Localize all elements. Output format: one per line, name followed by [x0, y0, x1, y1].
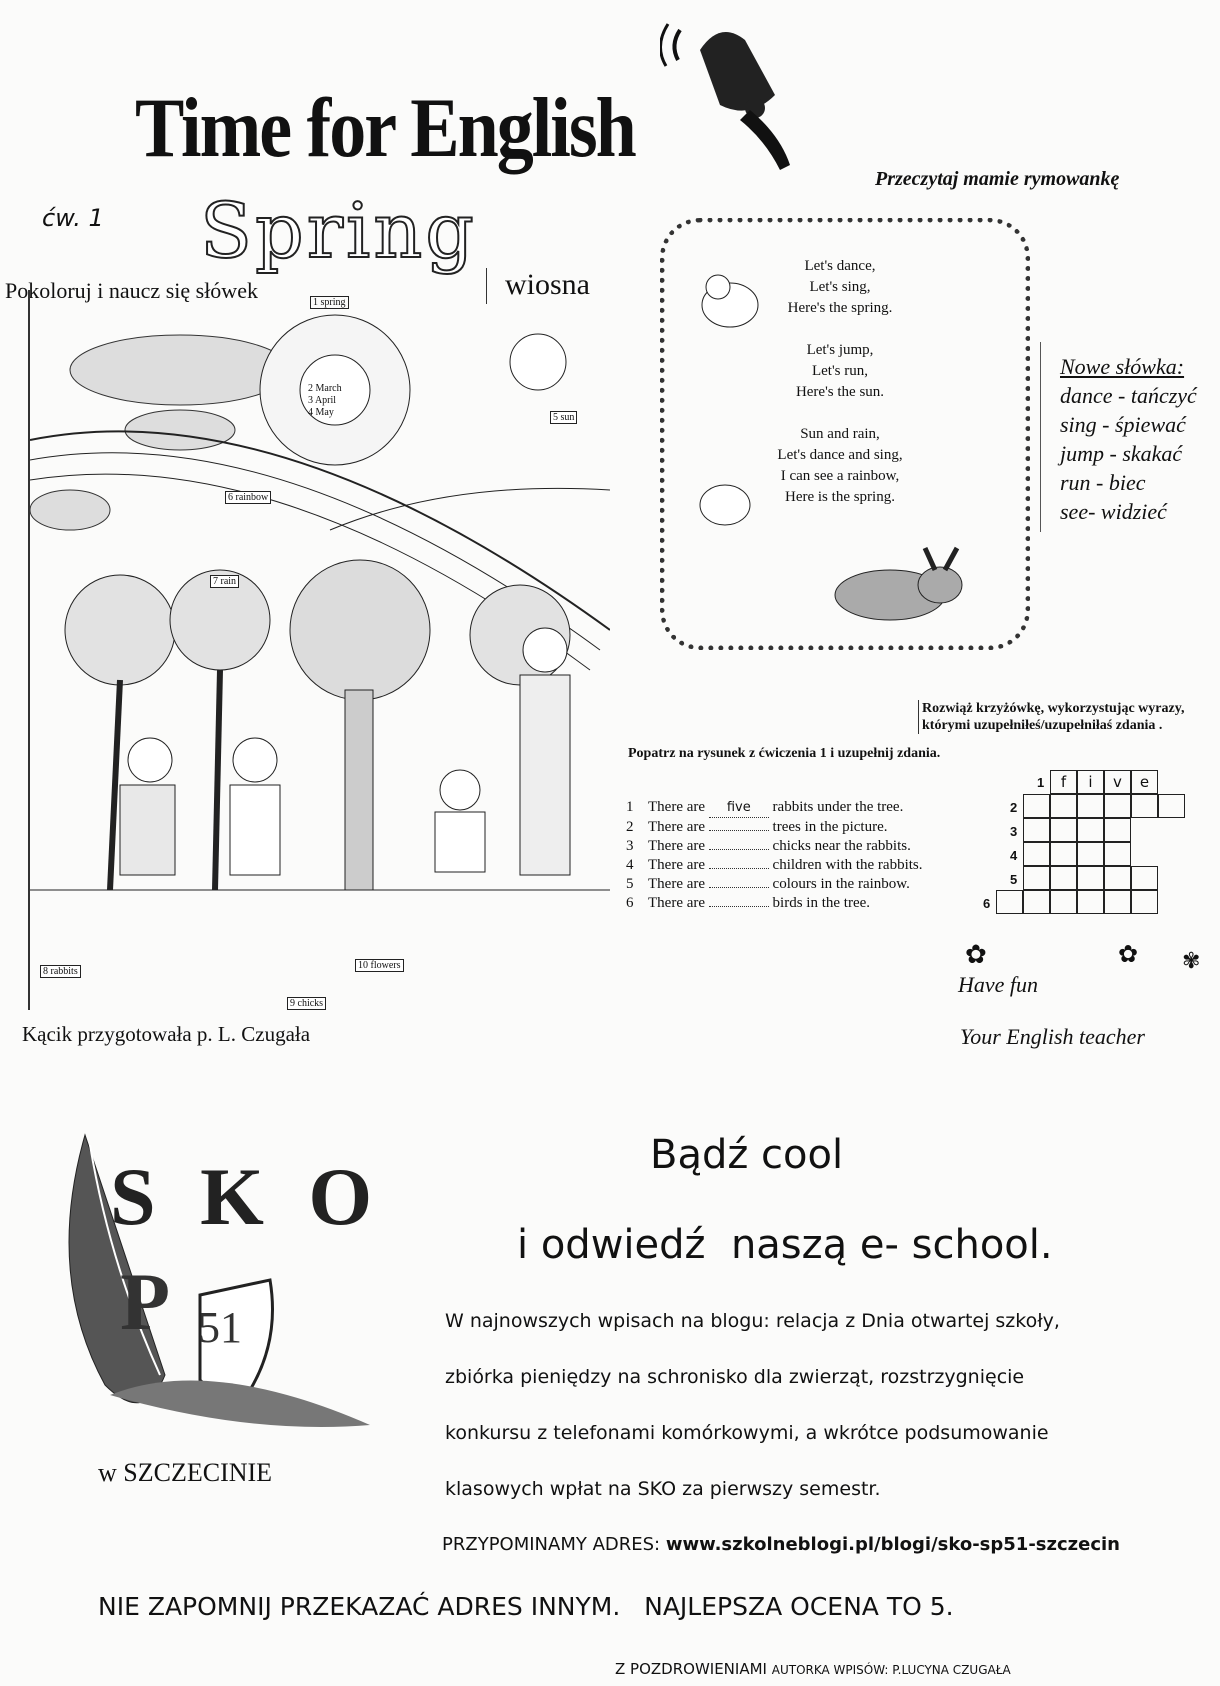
- crossword-cell[interactable]: [1050, 842, 1077, 866]
- crossword-cell[interactable]: f: [1050, 770, 1077, 794]
- crossword-cell[interactable]: [1104, 818, 1131, 842]
- crossword-cell[interactable]: [1158, 794, 1185, 818]
- sko-logo-p: P: [120, 1256, 171, 1347]
- crossword-cell[interactable]: v: [1104, 770, 1131, 794]
- sko-logo-number: 51: [198, 1303, 242, 1352]
- blog-url-link[interactable]: www.szkolneblogi.pl/blogi/sko-sp51-szczecin: [665, 1534, 1121, 1555]
- rhyme-instruction: Przeczytaj mamie rymowankę: [875, 168, 1120, 190]
- sko-logo-text: S K O: [110, 1151, 385, 1242]
- crossword-cell[interactable]: [1050, 794, 1077, 818]
- label-sun: 5 sun: [550, 412, 577, 423]
- crossword-cell[interactable]: [1077, 866, 1104, 890]
- crossword-cell[interactable]: [1050, 818, 1077, 842]
- crossword-cell[interactable]: [1050, 890, 1077, 914]
- crossword-cell[interactable]: [1023, 842, 1050, 866]
- sentence-row: 2 There are trees in the picture.: [626, 819, 888, 835]
- blog-line: klasowych wpłat na SKO za pierwszy semestr.: [445, 1478, 881, 1500]
- spring-translation: wiosna: [505, 268, 590, 301]
- coloring-instruction: Pokoloruj i naucz się słówek: [5, 278, 258, 303]
- page-title: Time for English: [135, 81, 635, 176]
- crossword-cell[interactable]: [1131, 794, 1158, 818]
- sun-icon: [510, 334, 566, 390]
- label-spring: 1 spring: [310, 297, 349, 308]
- label-rabbits: 8 rabbits: [40, 966, 81, 977]
- crossword-cell[interactable]: [1023, 866, 1050, 890]
- flower-icon: ✾: [1182, 948, 1201, 973]
- blog-line: W najnowszych wpisach na blogu: relacja z Dnia otwartej szkoły,: [445, 1310, 1060, 1332]
- crossword-cell[interactable]: [1104, 866, 1131, 890]
- blog-address: PRZYPOMINAMY ADRES: www.szkolneblogi.pl/blogi/sko-sp51-szczecin: [442, 1534, 1121, 1555]
- teacher-signature: Your English teacher: [960, 1024, 1145, 1049]
- exercise-label: ćw. 1: [42, 204, 104, 232]
- crossword-cell[interactable]: [1023, 818, 1050, 842]
- label-rainbow: 6 rainbow: [225, 492, 271, 503]
- crossword-cell[interactable]: [1023, 794, 1050, 818]
- label-months: 2 March 3 April 4 May: [308, 383, 342, 418]
- sentence-row: 3 There are chicks near the rabbits.: [626, 838, 911, 854]
- sentence-row: 5 There are colours in the rainbow.: [626, 876, 910, 892]
- crossword-cell[interactable]: [996, 890, 1023, 914]
- blog-headline-1: Bądź cool: [650, 1132, 844, 1178]
- label-flowers: 10 flowers: [355, 960, 404, 971]
- corner-author: Kącik przygotowała p. L. Czugała: [22, 1022, 311, 1046]
- have-fun: Have fun: [958, 972, 1039, 997]
- crossword-cell[interactable]: [1023, 890, 1050, 914]
- new-words: Nowe słówka: dance - tańczyć sing - śpiewać jump - skakać run - biec see- widzieć: [1060, 354, 1197, 524]
- sentence-row: 4 There are children with the rabbits.: [626, 857, 923, 873]
- exercise2-title: Popatrz na rysunek z ćwiczenia 1 i uzupełnij zdania.: [628, 746, 941, 761]
- sentence-row: 6 There are birds in the tree.: [626, 895, 871, 911]
- crossword-title: Rozwiąż krzyżówkę, wykorzystując wyrazy, którymi uzupełniłeś/uzupełniłaś zdania .: [918, 700, 1220, 734]
- spring-title: Spring: [200, 186, 477, 275]
- crossword-cell[interactable]: [1077, 842, 1104, 866]
- crossword-cell[interactable]: [1131, 866, 1158, 890]
- label-chicks: 9 chicks: [287, 998, 326, 1009]
- crossword-cell[interactable]: i: [1077, 770, 1104, 794]
- blog-line: konkursu z telefonami komórkowymi, a wkrótce podsumowanie: [445, 1422, 1049, 1444]
- reminder-text: NIE ZAPOMNIJ PRZEKAZAĆ ADRES INNYM. NAJLEPSZA OCENA TO 5.: [98, 1592, 954, 1621]
- crossword-cell[interactable]: [1050, 866, 1077, 890]
- footer-greeting: Z POZDROWIENIAMI AUTORKA WPISÓW: P.LUCYNA CZUGAŁA: [615, 1660, 1011, 1678]
- flower-icon: ✿: [965, 940, 987, 969]
- flower-icon: ✿: [1118, 942, 1139, 968]
- crossword-cell[interactable]: [1077, 794, 1104, 818]
- crossword-cell[interactable]: [1104, 842, 1131, 866]
- bell-icon: [660, 10, 810, 175]
- crossword-cell[interactable]: e: [1131, 770, 1158, 794]
- crossword-cell[interactable]: [1077, 890, 1104, 914]
- crossword-cell[interactable]: [1077, 818, 1104, 842]
- sko-logo-city: w SZCZECINIE: [98, 1458, 273, 1487]
- rhyme-text: Let's dance, Let's sing, Here's the spring. Let's jump, Let's run, Here's the sun. Sun and rain, Let's dance and sing, I can see a rainbow, Here is the spring.: [777, 258, 903, 505]
- sentence-row: 1 There are five rabbits under the tree.: [626, 798, 923, 818]
- crossword-cell[interactable]: [1104, 794, 1131, 818]
- blog-line: zbiórka pieniędzy na schronisko dla zwierząt, rozstrzygnięcie: [445, 1366, 1025, 1388]
- sentence-list: [626, 798, 923, 913]
- crossword-cell[interactable]: [1131, 890, 1158, 914]
- crossword-cell[interactable]: [1104, 890, 1131, 914]
- label-rain: 7 rain: [210, 576, 239, 587]
- blog-headline-2: i odwiedź naszą e- school.: [517, 1222, 1053, 1268]
- rabbit-icon: [820, 545, 980, 625]
